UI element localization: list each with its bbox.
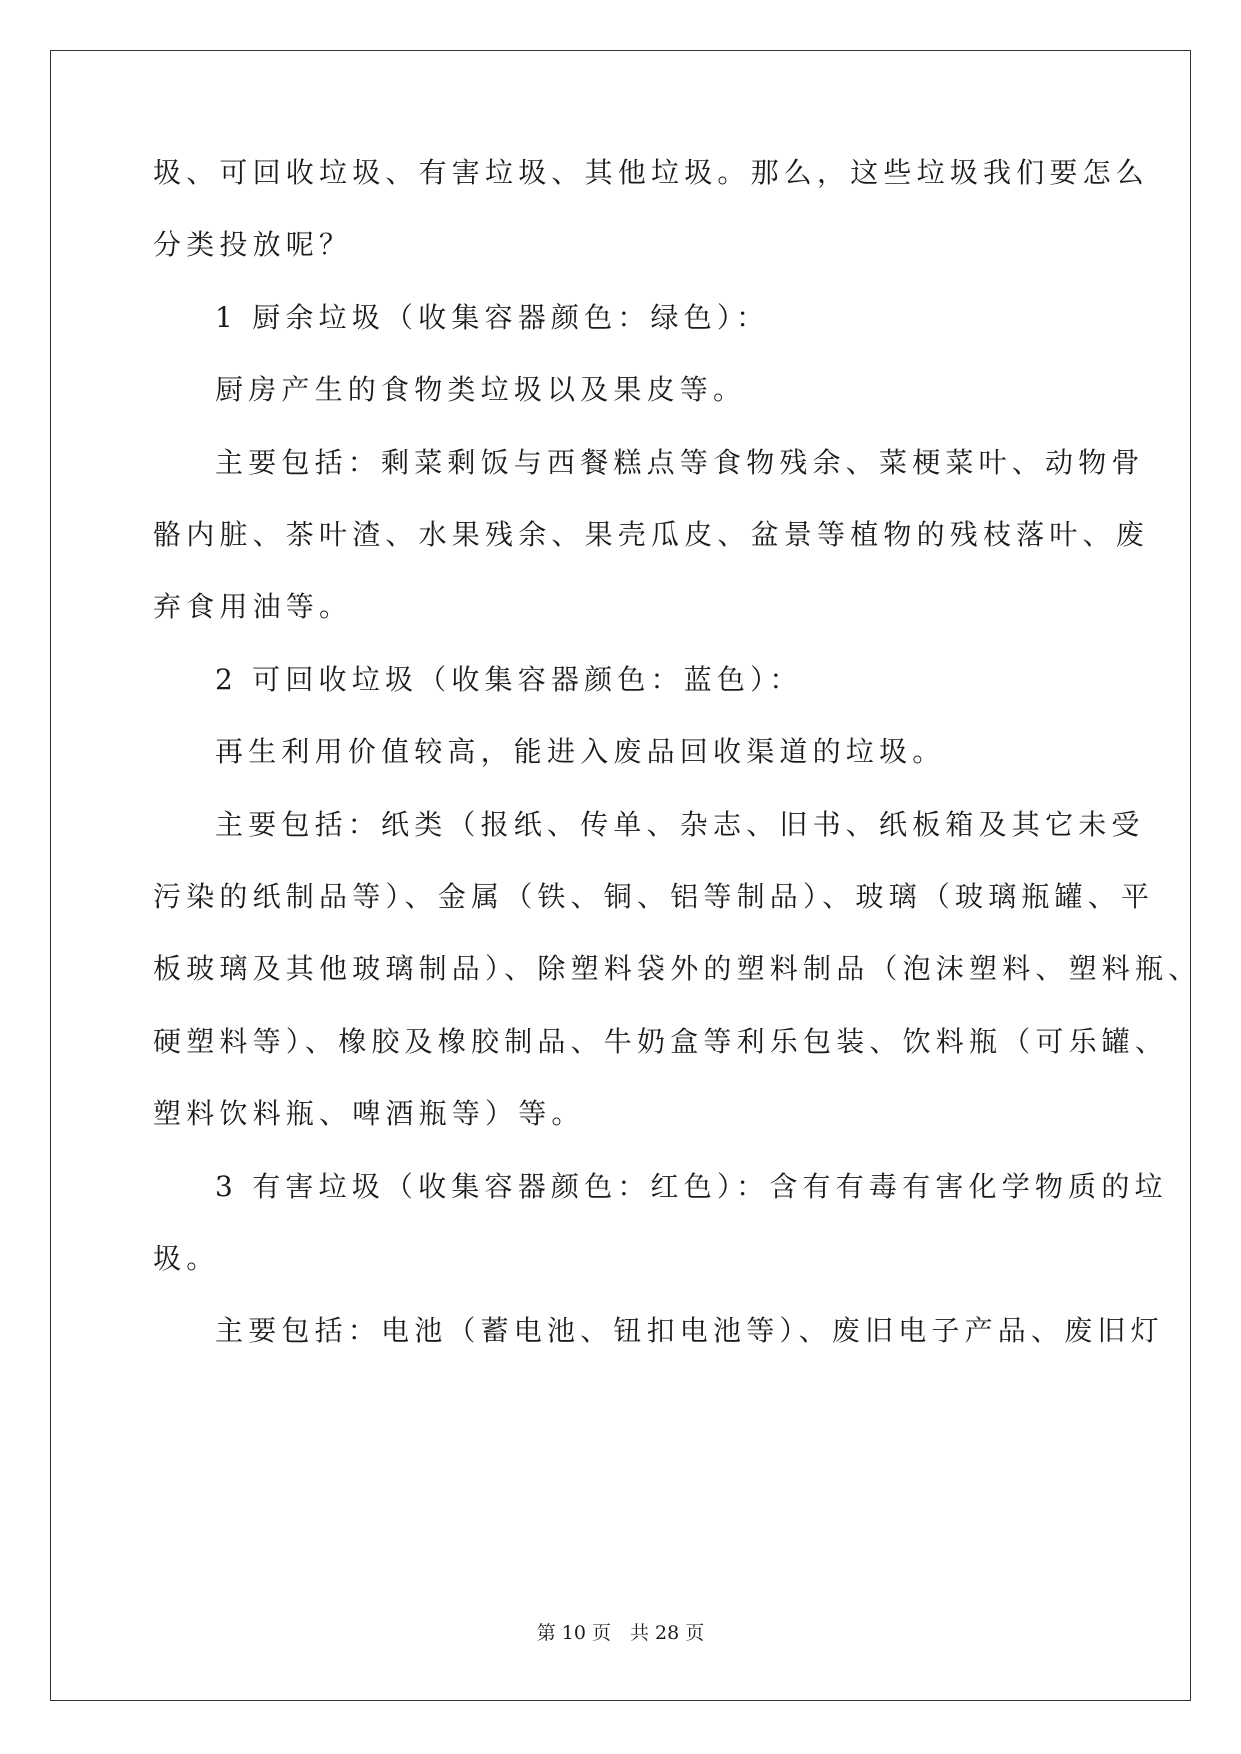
section-heading-recyclable-waste: 2 可回收垃圾（收集容器颜色：蓝色）： [215,663,803,696]
text-line: 圾、可回收垃圾、有害垃圾、其他垃圾。那么，这些垃圾我们要怎么 [153,156,1150,189]
text-line: 硬塑料等）、橡胶及橡胶制品、牛奶盒等利乐包装、饮料瓶（可乐罐、 [153,1025,1169,1058]
section-heading-kitchen-waste: 1 厨余垃圾（收集容器颜色：绿色）： [215,301,770,334]
page-border [50,50,1191,1701]
text-line: 骼内脏、茶叶渣、水果残余、果壳瓜皮、盆景等植物的残枝落叶、废 [153,518,1150,551]
text-line: 塑料饮料瓶、啤酒瓶等）等。 [153,1097,585,1130]
text-line: 主要包括：剩菜剩饭与西餐糕点等食物残余、菜梗菜叶、动物骨 [215,446,1145,479]
text-line: 污染的纸制品等）、金属（铁、铜、铝等制品）、玻璃（玻璃瓶罐、平 [153,880,1155,913]
section-heading-hazardous-waste: 3 有害垃圾（收集容器颜色：红色）：含有有毒有害化学物质的垃 [215,1170,1168,1203]
text-line: 弃食用油等。 [153,590,353,623]
text-line: 分类投放呢？ [153,228,353,261]
text-line: 圾。 [153,1242,220,1275]
page-number-footer: 第 10 页 共 28 页 [536,1622,705,1644]
text-line: 板玻璃及其他玻璃制品）、除塑料袋外的塑料制品（泡沫塑料、塑料瓶、 [153,952,1202,985]
text-line: 主要包括：电池（蓄电池、钮扣电池等）、废旧电子产品、废旧灯 [215,1314,1164,1347]
text-line: 主要包括：纸类（报纸、传单、杂志、旧书、纸板箱及其它未受 [215,808,1145,841]
text-line: 厨房产生的食物类垃圾以及果皮等。 [215,373,747,406]
text-line: 再生利用价值较高，能进入废品回收渠道的垃圾。 [215,735,946,768]
